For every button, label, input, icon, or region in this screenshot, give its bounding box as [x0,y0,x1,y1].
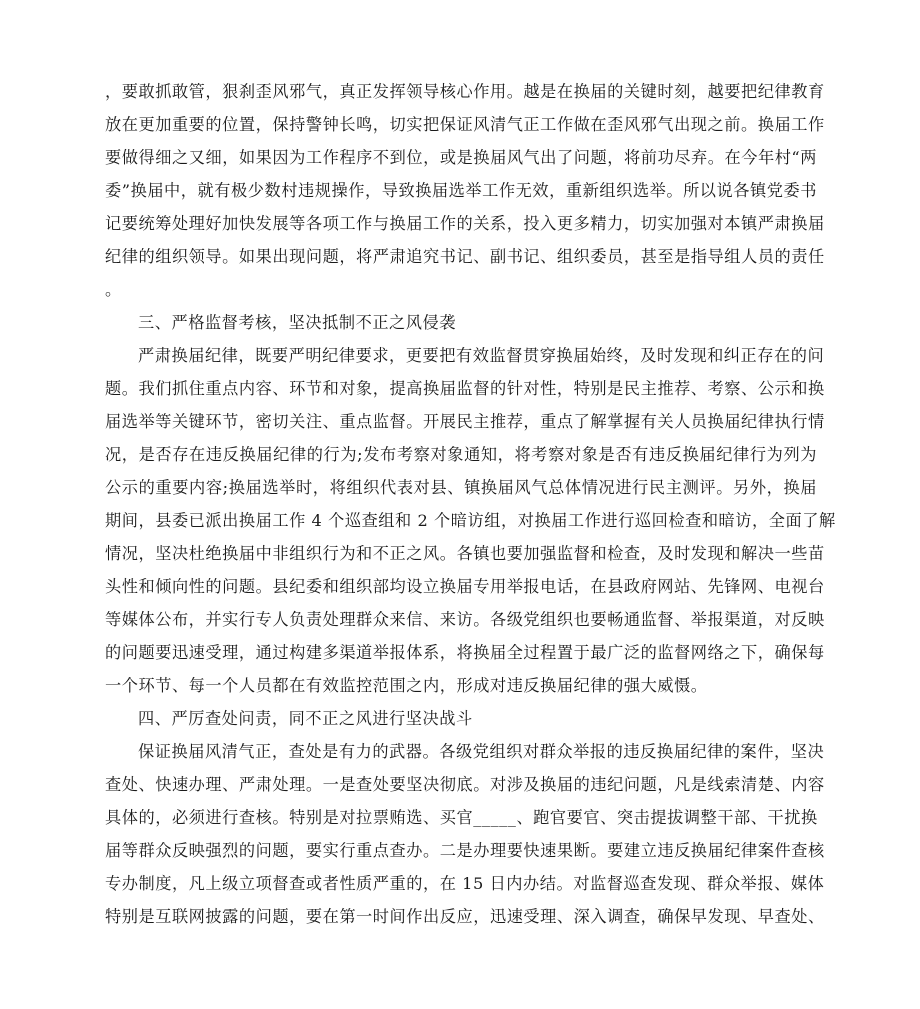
section-heading: 三、严格监督考核，坚决抵制不正之风侵袭 [138,313,457,332]
text-line: 公示的重要内容;换届选举时，将组织代表对县、镇换届风气总体情况进行民主测评。另外，换届 [105,478,817,497]
text-line: 一个环节、每一个人员都在有效监控范围之内，形成对违反换届纪律的强大威慑。 [105,676,708,695]
text-line: 届选举等关键环节，密切关注、重点监督。开展民主推荐，重点了解掌握有关人员换届纪律执行情 [105,412,825,431]
text-line: 委”换届中，就有极少数村违规操作，导致换届选举工作无效，重新组织选举。所以说各镇党委书 [105,181,817,200]
text-line: ，要敢抓敢管，狠刹歪风邪气，真正发挥领导核心作用。越是在换届的关键时刻，越要把纪律教育 [105,82,825,101]
text-line: 放在更加重要的位置，保持警钟长鸣，切实把保证风清气正工作做在歪风邪气出现之前。换届工作 [105,115,825,134]
text-line: 。 [105,280,122,299]
text-line: 特别是互联网披露的问题，要在第一时间作出反应，迅速受理、深入调查，确保早发现、早查处、 [105,907,825,926]
text-line: 纪律的组织领导。如果出现问题，将严肃追究书记、副书记、组织委员，甚至是指导组人员的责任 [105,247,825,266]
text-line: 具体的，必须进行查核。特别是对拉票贿选、买官_____、跑官要官、突击提拔调整干部、干扰换 [105,808,818,827]
text-line: 题。我们抓住重点内容、环节和对象，提高换届监督的针对性，特别是民主推荐、考察、公示和换 [105,379,825,398]
paragraph [105,735,825,933]
text-line: 查处、快速办理、严肃处理。一是查处要坚决彻底。对涉及换届的违纪问题，凡是线索清楚、内容 [105,775,825,794]
text-line: 严肃换届纪律，既要严明纪律要求，更要把有效监督贯穿换届始终，及时发现和纠正存在的问 [138,346,825,365]
paragraph [105,75,825,306]
document-page [105,75,836,933]
text-line: 期间，县委已派出换届工作 4 个巡查组和 2 个暗访组，对换届工作进行巡回检查和暗访，全面了解 [105,511,836,530]
text-line: 保证换届风清气正，查处是有力的武器。各级党组织对群众举报的违反换届纪律的案件，坚决 [138,742,825,761]
text-line: 的问题要迅速受理，通过构建多渠道举报体系，将换届全过程置于最广泛的监督网络之下，确保每 [105,643,825,662]
text-line: 等媒体公布，并实行专人负责处理群众来信、来访。各级党组织也要畅通监督、举报渠道，对反映 [105,610,825,629]
text-line: 届等群众反映强烈的问题，要实行重点查办。二是办理要快速果断。要建立违反换届纪律案件查核 [105,841,825,860]
text-line: 头性和倾向性的问题。县纪委和组织部均设立换届专用举报电话，在县政府网站、先锋网、电视台 [105,577,825,596]
text-line: 情况，坚决杜绝换届中非组织行为和不正之风。各镇也要加强监督和检查，及时发现和解决一些苗 [105,544,825,563]
text-line: 要做得细之又细，如果因为工作程序不到位，或是换届风气出了问题，将前功尽弃。在今年村“两 [105,148,817,167]
paragraph [105,339,836,702]
section-heading: 四、严厉查处问责，同不正之风进行坚决战斗 [138,709,473,728]
text-line: 况，是否存在违反换届纪律的行为;发布考察对象通知，将考察对象是否有违反换届纪律行为列为 [105,445,817,464]
text-line: 记要统筹处理好加快发展等各项工作与换届工作的关系，投入更多精力，切实加强对本镇严肃换届 [105,214,825,233]
text-line: 专办制度，凡上级立项督查或者性质严重的，在 15 日内办结。对监督巡查发现、群众举报、媒体 [105,874,825,893]
